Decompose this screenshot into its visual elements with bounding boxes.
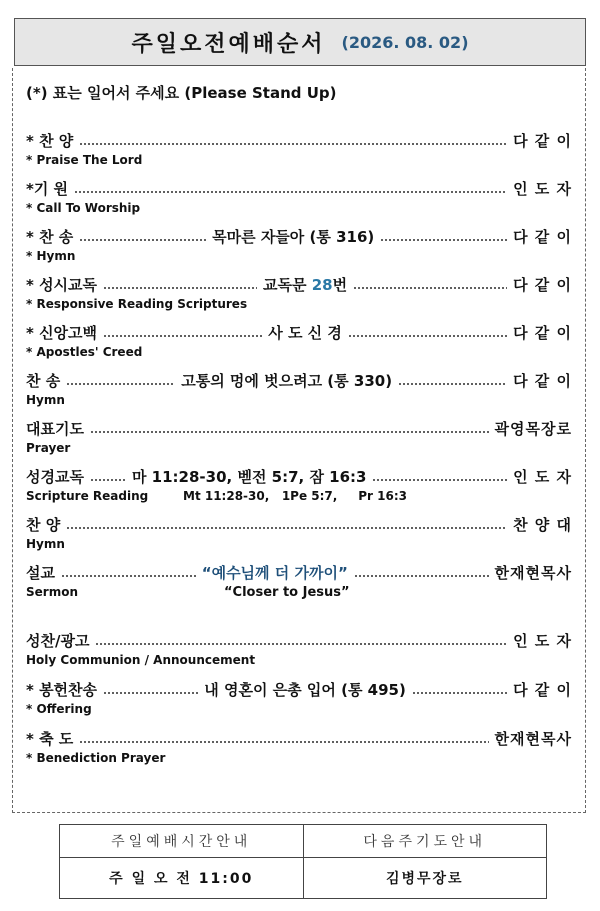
item-english: Sermon	[26, 585, 78, 599]
service-info-table	[59, 824, 547, 899]
leader-dots	[412, 678, 507, 700]
item-english: * Benediction Prayer	[26, 751, 166, 765]
item-label: * 축 도	[26, 729, 74, 748]
item-english: Scripture Reading	[26, 489, 149, 503]
item-content: 내 영혼이 은총 입어 (통 495)	[204, 680, 406, 699]
item-leader: 다 같 이	[513, 275, 572, 294]
order-item-prayer	[26, 417, 572, 457]
order-item-choir-anthem	[26, 513, 572, 553]
leader-dots	[103, 321, 262, 343]
order-item-praise	[26, 129, 572, 169]
item-label: 찬 송	[26, 371, 61, 390]
item-content: 교독문 28번	[263, 275, 348, 294]
item-leader: 곽영목장로	[494, 419, 572, 438]
leader-dots	[79, 727, 488, 749]
item-content: 목마른 자들아 (통 316)	[212, 227, 375, 246]
item-label: * 성시교독	[26, 275, 98, 294]
item-english: * Offering	[26, 702, 92, 716]
page-title: 주일오전예배순서	[131, 31, 326, 57]
service-time-value: 주 일 오 전 11:00	[60, 858, 304, 899]
item-label: * 신앙고백	[26, 323, 98, 342]
service-time-header: 주일예배시간안내	[60, 825, 304, 858]
next-week-prayer-value: 김병무장로	[303, 858, 547, 899]
item-label: * 봉헌찬송	[26, 680, 98, 699]
order-item-call-to-worship	[26, 177, 572, 217]
leader-dots	[353, 273, 507, 295]
item-label: 설교	[26, 563, 55, 582]
item-label: 성찬/광고	[26, 631, 90, 650]
order-item-scripture-reading	[26, 465, 572, 505]
item-label: 대표기도	[26, 419, 84, 438]
service-header	[14, 18, 586, 66]
item-leader: 인 도 자	[513, 467, 572, 486]
item-english: * Responsive Reading Scriptures	[26, 297, 248, 311]
item-english: * Apostles' Creed	[26, 345, 143, 359]
next-week-prayer-header: 다음주기도안내	[303, 825, 547, 858]
reading-number: 28	[311, 275, 333, 294]
leader-dots	[95, 629, 507, 651]
item-leader: 인 도 자	[513, 631, 572, 650]
order-item-communion	[26, 629, 572, 669]
order-item-apostles-creed	[26, 321, 572, 361]
item-label: 찬 양	[26, 515, 61, 534]
item-label: * 찬 송	[26, 227, 74, 246]
item-leader: 다 같 이	[513, 227, 573, 246]
item-content: 사 도 신 경	[268, 323, 342, 342]
item-label: * 찬 양	[26, 131, 74, 150]
sermon-title: “예수님께 더 가까이”	[201, 563, 348, 582]
leader-dots	[348, 321, 507, 343]
item-english: * Call To Worship	[26, 201, 141, 215]
item-content: 고통의 멍에 벗으려고 (통 330)	[181, 371, 393, 390]
leader-dots	[372, 465, 507, 487]
order-item-hymn	[26, 225, 572, 265]
leader-dots	[61, 561, 196, 583]
item-english: * Praise The Lord	[26, 153, 143, 167]
leader-dots	[79, 225, 206, 247]
leader-dots	[79, 129, 507, 151]
item-leader: 인 도 자	[513, 179, 572, 198]
item-leader: 한재현목사	[494, 729, 572, 748]
leader-dots	[90, 465, 126, 487]
sermon-title-english: “Closer to Jesus”	[224, 585, 350, 600]
leader-dots	[66, 369, 175, 391]
item-english: * Hymn	[26, 249, 76, 263]
leader-dots	[398, 369, 507, 391]
item-label: 성경교독	[26, 467, 84, 486]
leader-dots	[354, 561, 489, 583]
item-english: Hymn	[26, 393, 65, 407]
order-item-offering	[26, 678, 572, 718]
leader-dots	[380, 225, 507, 247]
item-leader: 찬 양 대	[513, 515, 572, 534]
leader-dots	[66, 513, 507, 535]
item-label: *기 원	[26, 179, 69, 198]
item-content: 마 11:28-30, 벧전 5:7, 잠 16:3	[131, 467, 367, 486]
leader-dots	[90, 417, 489, 439]
leader-dots	[103, 273, 257, 295]
item-leader: 다 같 이	[513, 371, 572, 390]
leader-dots	[74, 177, 507, 199]
item-leader: 다 같 이	[513, 323, 572, 342]
order-item-benediction	[26, 727, 572, 767]
item-english: Holy Communion / Announcement	[26, 653, 256, 667]
item-leader: 다 같 이	[513, 680, 572, 699]
item-english: Prayer	[26, 441, 71, 455]
order-item-responsive-reading	[26, 273, 572, 313]
item-leader: 한재현목사	[494, 563, 572, 582]
item-english: Hymn	[26, 537, 65, 551]
scripture-references-english: Mt 11:28-30, 1Pe 5:7, Pr 16:3	[183, 489, 407, 503]
leader-dots	[103, 678, 198, 700]
order-item-sermon	[26, 561, 572, 601]
order-item-hymn-2	[26, 369, 572, 409]
stand-up-notice: (*) 표는 일어서 주세요 (Please Stand Up)	[26, 84, 337, 102]
service-date: (2026. 08. 02)	[341, 32, 469, 52]
item-leader: 다 같 이	[513, 131, 572, 150]
